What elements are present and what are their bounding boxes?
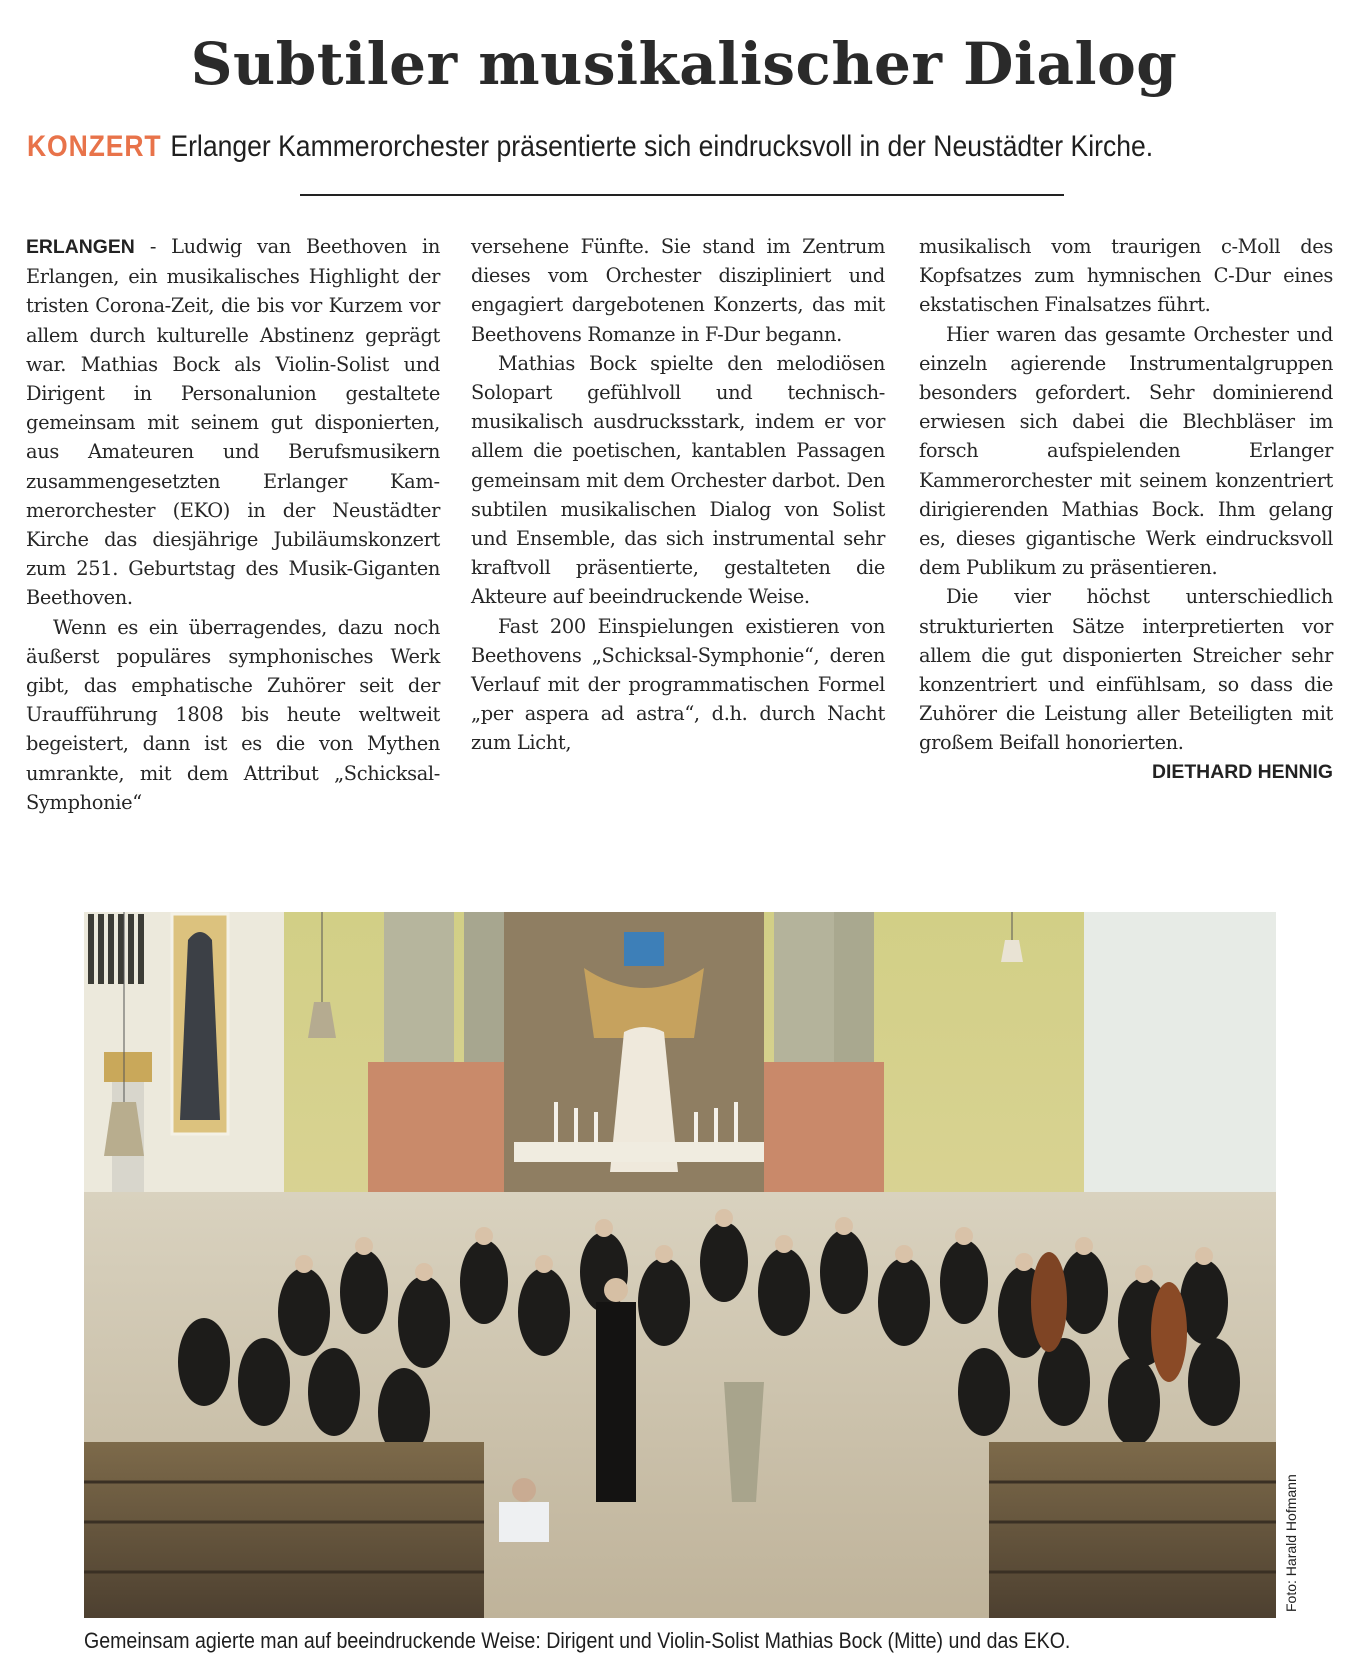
pillar-base bbox=[754, 1062, 884, 1192]
pews-right bbox=[989, 1442, 1276, 1618]
pillar bbox=[384, 912, 454, 1072]
subheadline-row bbox=[27, 130, 1195, 164]
photo-credit: Foto: Harald Hofmann bbox=[1283, 1474, 1299, 1612]
photo-caption: Gemeinsam agierte man auf beeindruckende Weise: Dirigent und Violin-Solist Mathias Bock (Mitte) und das EKO. bbox=[84, 1628, 1071, 1653]
kicker-label: KONZERT bbox=[27, 130, 162, 163]
headline: Subtiler musikalischer Dialog bbox=[190, 30, 1178, 98]
column-capital bbox=[104, 1052, 152, 1082]
pillar-base bbox=[368, 1062, 518, 1192]
soloist-head bbox=[604, 1278, 628, 1302]
double-bass bbox=[1151, 1282, 1187, 1382]
double-bass bbox=[1031, 1252, 1067, 1352]
article-column-2 bbox=[471, 232, 885, 758]
paragraph: musikalisch vom traurigen c-Moll des Kopfsatzes zum hymnischen C-Dur eines ekstatischen Finalsatzes führt. bbox=[919, 235, 1333, 317]
paragraph: Wenn es ein überragendes, dazu noch äußerst populäres symphonisches Werk gibt, das emphatische Zuhörer seit der Uraufführung 1808 bis heute weltweit begeistert, dann ist es die von Mythen umrankte, mit dem Attribut „Schicksal-Symphonie“ bbox=[26, 615, 440, 814]
audience-member bbox=[499, 1502, 549, 1542]
paragraph bbox=[919, 582, 1333, 783]
paragraph-text: - Ludwig van Beethoven in Erlangen, ein musikalisches Highlight der tristen Corona-Zeit, die bis vor Kurzem vor allem durch kulturelle Abstinenz geprägt war. Mathias Bock als Violin-Solist und Dirigent in Personalunion gestaltete gemeinsam mit seinem gut disponierten, aus Amateuren und Berufsmusikern zusammengesetzten Erlanger Kammerorchester (EKO) in der Neustädter Kirche das diesjährige Jubiläumskonzert zum 251. Geburtstag des Musik-Giganten Beethoven. bbox=[26, 235, 440, 610]
pillar bbox=[774, 912, 834, 1072]
altar-table bbox=[514, 1142, 764, 1162]
dateline: ERLANGEN bbox=[26, 236, 135, 258]
soloist-figure bbox=[596, 1302, 636, 1502]
pillar bbox=[464, 912, 504, 1072]
byline: DIETHARD HENNIG bbox=[1152, 760, 1333, 783]
paragraph bbox=[26, 232, 440, 613]
paragraph-text: Die vier höchst unterschiedlich strukturierten Sätze interpretierten vor allem die gut disponierten Streicher sehr konzentriert und einfühlsam, so dass die Zuhörer die Leistung aller Beteiligten mit großem Beifall honorierten. bbox=[919, 585, 1333, 755]
church-orchestra-illustration bbox=[84, 912, 1276, 1618]
paragraph: Fast 200 Einspielungen existieren von Beethovens „Schicksal-Symphonie“, deren Verlauf mit der programmatischen Formel „per aspera ad astra“, d.h. durch Nacht zum Licht, bbox=[471, 614, 885, 755]
altar-banner bbox=[624, 932, 664, 966]
article-column-3 bbox=[919, 232, 1333, 787]
subheadline: Erlanger Kammerorchester präsentierte sich eindrucksvoll in der Neustädter Kirche. bbox=[170, 130, 1154, 163]
paragraph: Mathias Bock spielte den melodiösen Solopart gefühlvoll und technisch-musikalisch ausdrucksstark, indem er vor allem die poetischen, kantablen Passagen gemeinsam mit dem Orchester darbot. Den subtilen musikalischen Dialog von Solist und Ensemble, das sich instrumental sehr kraftvoll präsentierte, gestalteten die Akteure auf beeindruckende Weise. bbox=[471, 351, 885, 609]
headline-divider bbox=[300, 194, 1064, 196]
article-column-1 bbox=[26, 232, 440, 817]
pews-left bbox=[84, 1442, 484, 1618]
paragraph: Hier waren das gesamte Orchester und einzeln agierende Instrumentalgruppen besonders gefordert. Sehr dominierend erwiesen sich dabei die Blechbläser im forsch aufspielenden Erlanger Kammerorchester mit seinem konzentriert dirigierenden Mathias Bock. Ihm gelang es, dieses gigantische Werk eindrucksvoll dem Publikum zu präsentieren. bbox=[919, 322, 1333, 580]
concert-photo bbox=[84, 912, 1276, 1618]
pillar bbox=[834, 912, 874, 1072]
paragraph: versehene Fünfte. Sie stand im Zentrum dieses vom Orchester diszipliniert und engagiert dargebotenen Konzerts, das mit Beethovens Romanze in F-Dur begann. bbox=[471, 235, 885, 346]
